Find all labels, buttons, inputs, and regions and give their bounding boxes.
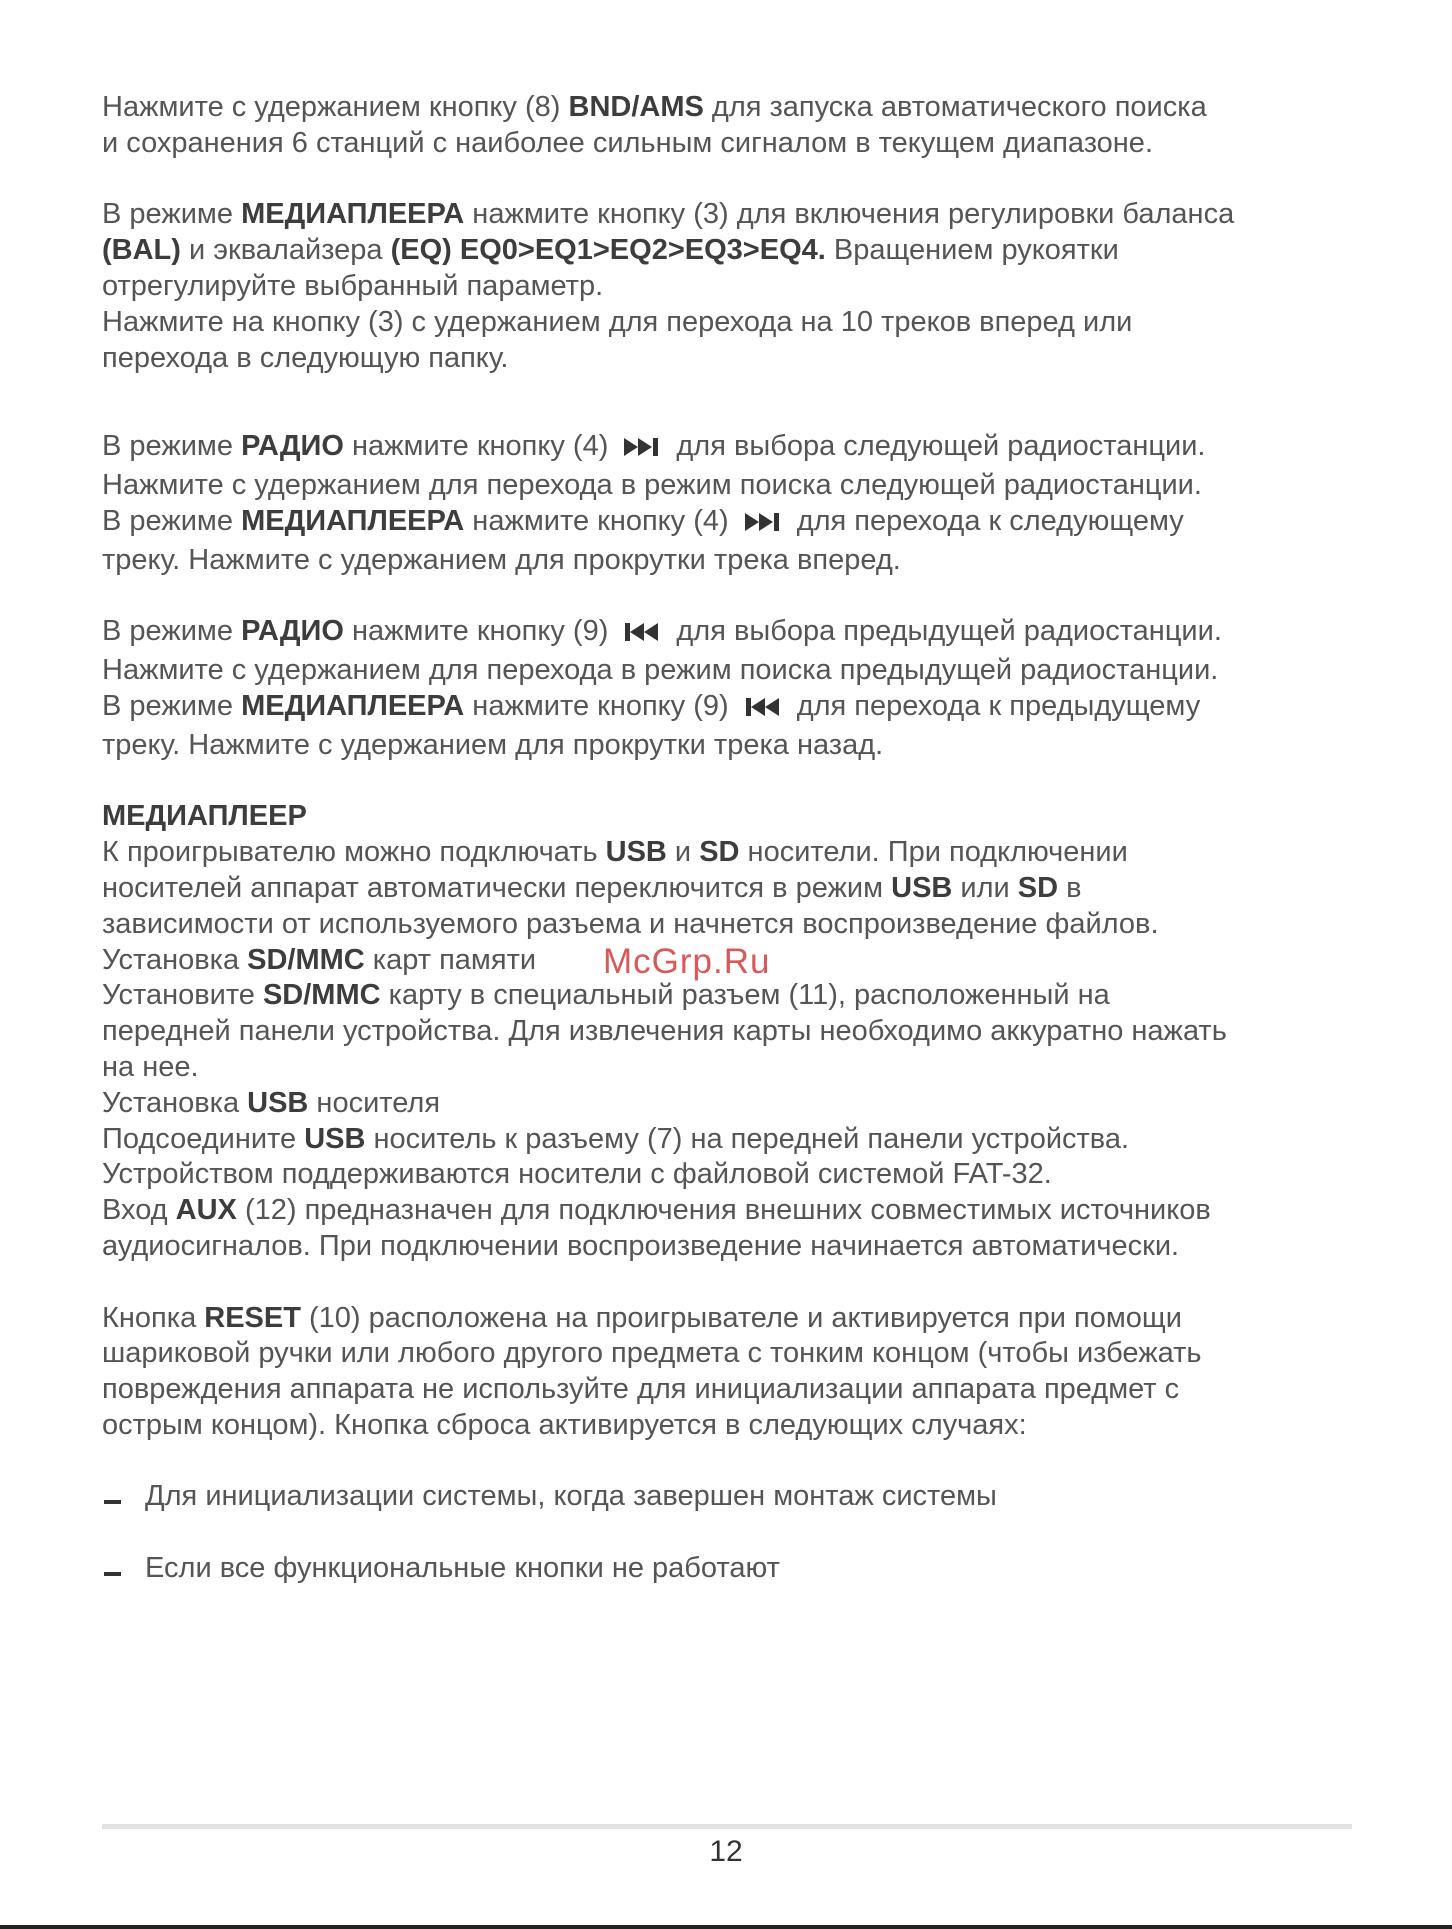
text: нажмите кнопку (3) для включения регулировки баланса <box>464 198 1235 231</box>
bold-term: SD <box>1017 871 1059 904</box>
bold-term: РАДИО <box>241 615 344 648</box>
previous-track-icon <box>622 617 662 653</box>
bold-term: BND/AMS <box>568 91 704 123</box>
text: нажмите кнопку (9) <box>343 615 609 648</box>
bold-term: USB <box>304 1122 366 1155</box>
text: зависимости от используемого разъема и начнется воспроизведение файлов. <box>102 907 1159 940</box>
text: и сохранения 6 станций с наиболее сильным сигналом в текущем диапазоне. <box>102 126 1153 159</box>
text: острым концом). Кнопка сброса активируется в следующих случаях: <box>102 1408 1027 1441</box>
text: повреждения аппарата не используйте для инициализации аппарата предмет с <box>102 1373 1180 1406</box>
page-number: 12 <box>709 1835 743 1868</box>
section-heading: МЕДИАПЛЕЕР <box>102 800 307 833</box>
text: Установка <box>102 1086 248 1119</box>
text: в <box>1058 871 1082 904</box>
text: Вход <box>102 1194 176 1227</box>
text: В режиме <box>102 504 242 537</box>
text: Установите <box>102 979 263 1012</box>
text: передней панели устройства. Для извлечения карты необходимо аккуратно нажать <box>102 1015 1227 1048</box>
watermark: McGrp.Ru <box>603 942 771 981</box>
bold-term: МЕДИАПЛЕЕРА <box>241 689 465 722</box>
dash-bullet-icon <box>104 1572 121 1576</box>
bold-term: SD <box>699 836 740 869</box>
text: отрегулируйте выбранный параметр. <box>102 269 604 302</box>
bold-term: МЕДИАПЛЕЕРА <box>241 198 465 231</box>
list-item <box>102 1479 1352 1515</box>
paragraph-reset <box>102 1301 1352 1444</box>
bold-term: (EQ) EQ0>EQ1>EQ2>EQ3>EQ4. <box>390 234 826 267</box>
text: нажмите кнопку (9) <box>464 689 729 722</box>
footer-divider <box>102 1824 1352 1829</box>
bold-term: SD/MMC <box>247 943 365 976</box>
text: и <box>666 836 700 869</box>
text: на нее. <box>102 1050 199 1083</box>
text: (12) предназначен для подключения внешних совместимых источников <box>236 1194 1211 1227</box>
text: Подсоедините <box>102 1122 305 1155</box>
paragraph-bnd-ams <box>102 90 1352 162</box>
list-item-text: Если все функциональные кнопки не работают <box>145 1552 780 1585</box>
text: карт памяти <box>364 943 537 976</box>
section-mediaplayer <box>102 799 1352 1264</box>
text: треку. Нажмите с удержанием для прокрутки трека вперед. <box>102 543 901 576</box>
dash-bullet-icon <box>104 1500 121 1504</box>
bold-term: (BAL) <box>102 234 181 267</box>
previous-track-icon <box>743 692 783 728</box>
text: носитель к разъему (7) на передней панели устройства. <box>365 1122 1130 1155</box>
text: Устройством поддерживаются носители с файловой системой FAT-32. <box>102 1158 1052 1191</box>
text: Кнопка <box>102 1301 205 1334</box>
text: носители. При подключении <box>739 836 1128 869</box>
text: или <box>952 871 1018 904</box>
text: нажмите кнопку (4) <box>343 430 609 463</box>
text: Нажмите с удержанием для перехода в режим поиска предыдущей радиостанции. <box>102 654 1219 687</box>
text: носителя <box>308 1086 441 1119</box>
paragraph-balance-eq <box>102 197 1352 376</box>
paragraph-prev-button <box>102 614 1352 763</box>
text: В режиме <box>102 198 242 231</box>
text: карту в специальный разъем (11), расположенный на <box>380 979 1110 1012</box>
text: треку. Нажмите с удержанием для прокрутки трека назад. <box>102 728 884 761</box>
bold-term: USB <box>891 871 953 904</box>
bold-term: РАДИО <box>241 430 344 463</box>
list-item-text: Для инициализации системы, когда завершен монтаж системы <box>145 1480 997 1513</box>
text: нажмите кнопку (4) <box>464 504 729 537</box>
text: (10) расположена на проигрывателе и активируется при помощи <box>300 1301 1182 1334</box>
paragraph-next-button <box>102 429 1352 578</box>
text: Установка <box>102 943 248 976</box>
text: В режиме <box>102 689 242 722</box>
text: для запуска автоматического поиска <box>703 91 1207 123</box>
text: Вращением рукоятки <box>825 234 1119 267</box>
text: перехода в следующую папку. <box>102 341 509 374</box>
bold-term: RESET <box>204 1301 301 1334</box>
text: для перехода к следующему <box>796 504 1184 537</box>
bold-term: МЕДИАПЛЕЕРА <box>241 504 465 537</box>
text: шариковой ручки или любого другого предмета с тонким концом (чтобы избежать <box>102 1337 1202 1370</box>
text: аудиосигналов. При подключении воспроизведение начинается автоматически. <box>102 1229 1180 1262</box>
text: К проигрывателю можно подключать <box>102 836 606 869</box>
bold-term: SD/MMC <box>262 979 381 1012</box>
bottom-border <box>0 1925 1452 1929</box>
text: Нажмите с удержанием для перехода в режим поиска следующей радиостанции. <box>102 469 1202 502</box>
text: В режиме <box>102 430 242 463</box>
bold-term: USB <box>605 836 667 869</box>
next-track-icon <box>622 432 662 468</box>
next-track-icon <box>743 507 783 543</box>
bold-term: AUX <box>175 1194 237 1227</box>
text: для перехода к предыдущему <box>796 689 1201 722</box>
text: В режиме <box>102 615 242 648</box>
text: для выбора предыдущей радиостанции. <box>676 615 1222 648</box>
text: Нажмите на кнопку (3) с удержанием для перехода на 10 треков вперед или <box>102 305 1133 338</box>
text: Нажмите с удержанием кнопку (8) <box>102 91 569 123</box>
list-item <box>102 1551 1352 1587</box>
text: для выбора следующей радиостанции. <box>676 430 1206 463</box>
bold-term: USB <box>247 1086 309 1119</box>
text: носителей аппарат автоматически переключится в режим <box>102 871 892 904</box>
page-content <box>102 90 1352 1587</box>
text: и эквалайзера <box>180 234 391 267</box>
